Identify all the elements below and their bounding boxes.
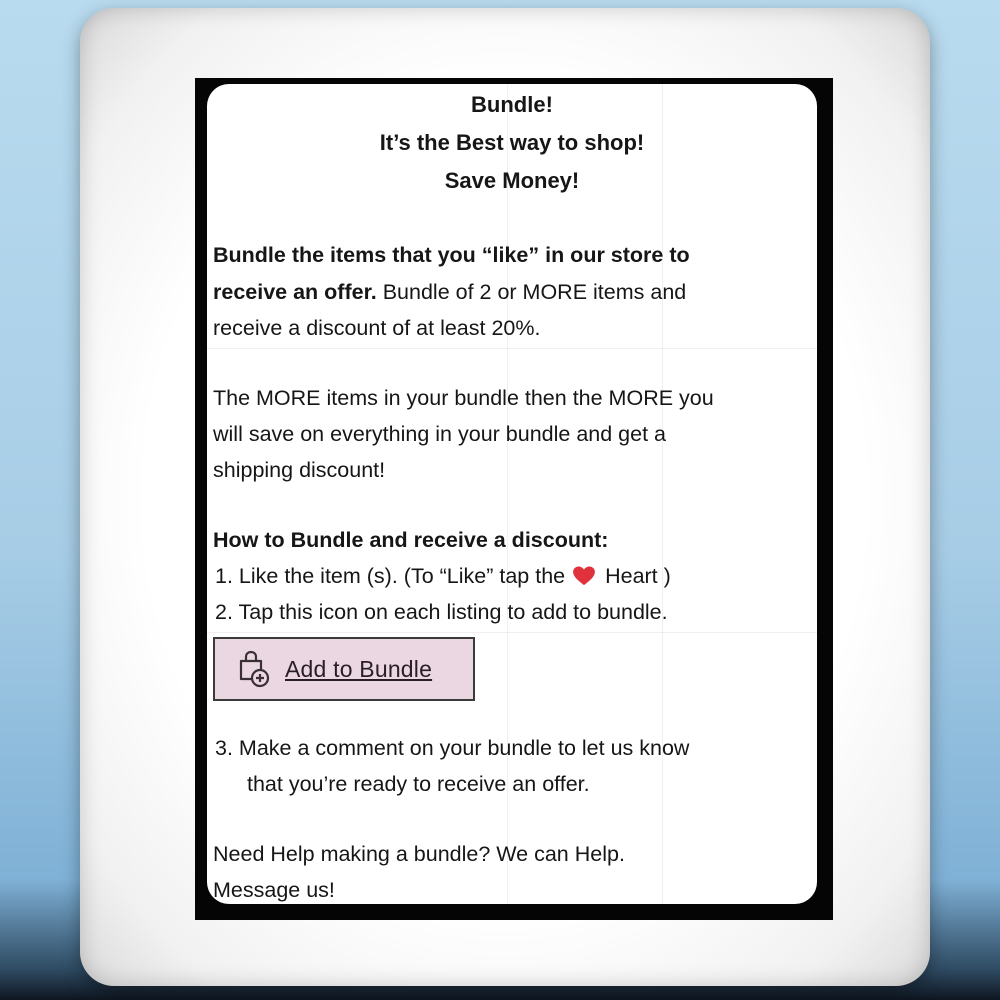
grid-artifact [662, 84, 663, 904]
headline-save-money: Save Money! [444, 168, 580, 193]
step1-heart-text: Heart ) [599, 564, 671, 588]
help-line-2[interactable]: Message us! [213, 878, 335, 902]
headline-bundle: Bundle! [471, 92, 553, 117]
intro-bold-text-2: receive an offer. [213, 280, 377, 304]
grid-artifact [207, 348, 817, 349]
help-line-1: Need Help making a bundle? We can Help. [213, 842, 625, 866]
howto-step-2: 2. Tap this icon on each listing to add to bundle. [215, 600, 668, 624]
intro-line-1 [213, 237, 817, 274]
add-to-bundle-button[interactable] [213, 637, 475, 701]
intro-bold-text: Bundle the items that you “like” in our store to [213, 243, 690, 267]
black-card-border [195, 78, 833, 920]
howto-step-3-line-2: that you’re ready to receive an offer. [247, 772, 590, 796]
rounded-photo-frame [80, 8, 930, 986]
step1-text: 1. Like the item (s). (To “Like” tap the [215, 564, 566, 588]
howto-step-1 [215, 558, 671, 594]
grid-artifact [207, 632, 817, 633]
headline-best-way: It’s the Best way to shop! [379, 130, 645, 155]
more-line-3: shipping discount! [213, 458, 386, 482]
heart-icon [573, 566, 595, 586]
more-line-1: The MORE items in your bundle then the MORE you [213, 386, 714, 410]
intro-line-2 [213, 274, 817, 311]
bundle-info-card [207, 84, 817, 904]
shopping-bag-plus-icon [233, 649, 273, 689]
add-to-bundle-label: Add to Bundle [285, 655, 433, 682]
more-line-2: will save on everything in your bundle and get a [213, 422, 666, 446]
howto-step-3-line-1: 3. Make a comment on your bundle to let us know [215, 736, 690, 760]
intro-line-3: receive a discount of at least 20%. [213, 316, 541, 340]
intro-regular-text: Bundle of 2 or MORE items and [376, 280, 687, 304]
howto-title-text: How to Bundle and receive a discount: [213, 528, 609, 552]
howto-title [213, 522, 817, 559]
